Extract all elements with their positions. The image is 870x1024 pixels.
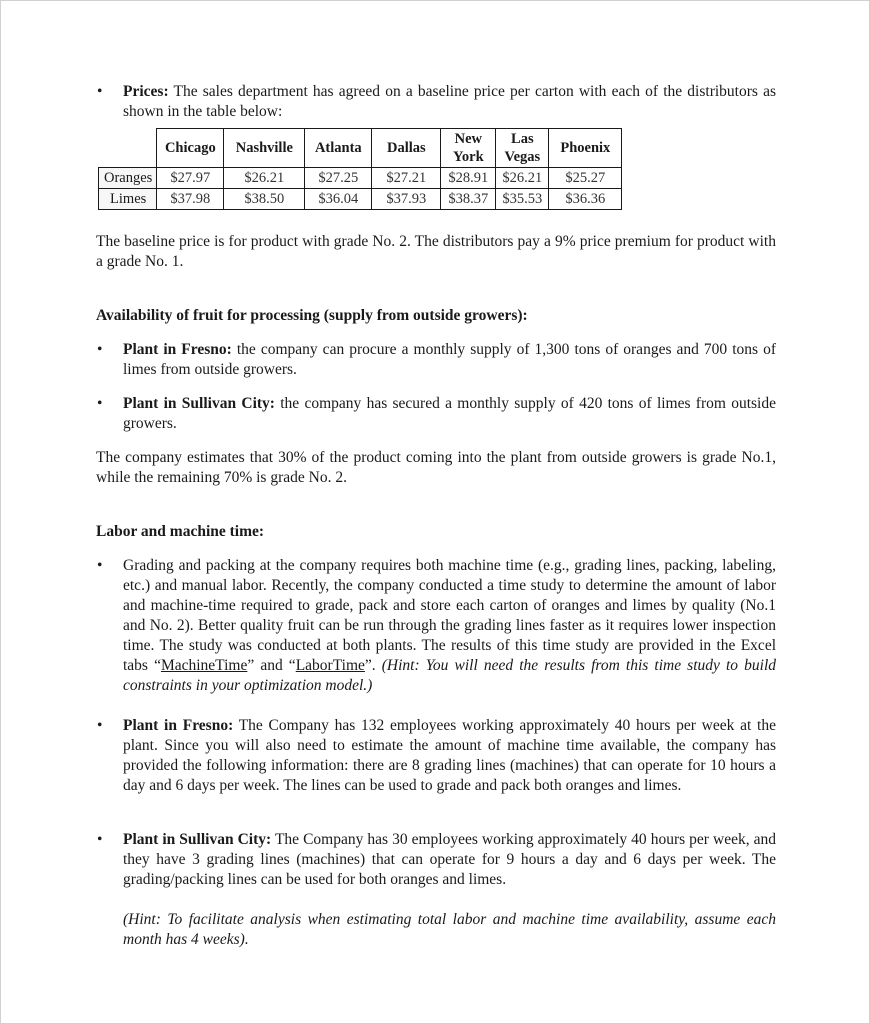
labor-sullivan-text: The Company has 30 employees working approximately 40 hours per week, and they have 3 grading lines (machines) that can operate for 9 hours a day and 6 days per week. The grading/packing lines can be used for both oranges and limes. — [123, 831, 776, 888]
grading-hint: (Hint: You will need the results from this time study to build constraints in your optimization model.) — [123, 657, 777, 694]
prices-label: Prices: — [123, 83, 169, 100]
document-body — [96, 80, 776, 950]
price-table-header-row — [99, 129, 622, 168]
table-row — [99, 189, 622, 210]
fresno-label: Plant in Fresno: — [123, 341, 232, 358]
baseline-note: The baseline price is for product with grade No. 2. The distributors pay a 9% price premium for product with a grade No. 1. — [96, 233, 776, 270]
grading-text-end: ”. — [364, 657, 382, 674]
table-cell: $38.50 — [224, 189, 305, 210]
col-chicago: Chicago — [157, 129, 224, 168]
table-cell: $35.53 — [496, 189, 549, 210]
table-cell: $27.97 — [157, 168, 224, 189]
bullet-dot: • — [97, 83, 103, 100]
labor-sullivan-label: Plant in Sullivan City: — [123, 831, 272, 848]
table-cell: $37.98 — [157, 189, 224, 210]
fresno-supply-text: the company can procure a monthly supply of 1,300 tons of oranges and 700 tons of limes from outside growers. — [123, 341, 776, 378]
availability-heading: Availability of fruit for processing (supply from outside growers): — [96, 307, 528, 324]
availability-fresno-bullet — [96, 340, 776, 380]
col-new-york: New York — [441, 129, 496, 168]
bullet-dot: • — [97, 557, 103, 574]
col-dallas: Dallas — [372, 129, 441, 168]
row-label-oranges: Oranges — [99, 168, 157, 189]
bullet-dot: • — [97, 831, 103, 848]
table-cell: $38.37 — [441, 189, 496, 210]
final-hint-block — [96, 910, 776, 950]
table-cell: $27.21 — [372, 168, 441, 189]
machine-time-tab-ref: MachineTime — [160, 657, 248, 674]
grading-text: Grading and packing at the company requires both machine time (e.g., grading lines, packing, labeling, etc.) and manual labor. Recently, the company conducted a time study to determine the amount of labor and machine-time required to grade, pack and store each carton of oranges and limes by quality (No.1 and No. 2). Better quality fruit can be run through the grading lines faster as it requires lower inspection time. The study was conducted at both plants. The results of this time study are provided in the Excel tabs “ — [123, 557, 776, 674]
table-cell: $36.04 — [305, 189, 372, 210]
grade-estimate: The company estimates that 30% of the product coming into the plant from outside growers is grade No.1, while the remaining 70% is grade No. 2. — [96, 449, 776, 486]
table-row — [99, 168, 622, 189]
price-table-corner — [99, 129, 157, 168]
col-las-vegas: Las Vegas — [496, 129, 549, 168]
labor-fresno-label: Plant in Fresno: — [123, 717, 234, 734]
labor-fresno-text: The Company has 132 employees working approximately 40 hours per week at the plant. Since you will also need to estimate the amount of machine time available, the company has provided the following information: there are 8 grading lines (machines) that can operate for 10 hours a day and 6 days per week. The lines can be used to grade and pack both oranges and limes. — [123, 717, 776, 794]
grading-text-and: ” and “ — [247, 657, 296, 674]
table-cell: $28.91 — [441, 168, 496, 189]
row-label-limes: Limes — [99, 189, 157, 210]
bullet-dot: • — [97, 717, 103, 734]
table-cell: $26.21 — [496, 168, 549, 189]
labor-sullivan-bullet — [96, 830, 776, 890]
labor-fresno-bullet — [96, 716, 776, 796]
table-cell: $27.25 — [305, 168, 372, 189]
prices-bullet — [96, 82, 776, 122]
labor-heading: Labor and machine time: — [96, 523, 265, 540]
labor-grading-bullet — [96, 556, 776, 696]
col-atlanta: Atlanta — [305, 129, 372, 168]
sullivan-label: Plant in Sullivan City: — [123, 395, 275, 412]
bullet-dot: • — [97, 395, 103, 412]
table-cell: $26.21 — [224, 168, 305, 189]
table-cell: $36.36 — [549, 189, 622, 210]
availability-sullivan-bullet — [96, 394, 776, 434]
col-phoenix: Phoenix — [549, 129, 622, 168]
table-cell: $25.27 — [549, 168, 622, 189]
col-nashville: Nashville — [224, 129, 305, 168]
sullivan-supply-text: the company has secured a monthly supply of 420 tons of limes from outside growers. — [123, 395, 776, 432]
price-table — [98, 128, 622, 210]
prices-text: The sales department has agreed on a baseline price per carton with each of the distributors as shown in the table below: — [123, 83, 776, 120]
table-cell: $37.93 — [372, 189, 441, 210]
labor-time-tab-ref: LaborTime — [295, 657, 365, 674]
final-hint: (Hint: To facilitate analysis when estimating total labor and machine time availability, assume each month has 4 weeks). — [123, 911, 776, 948]
bullet-dot: • — [97, 341, 103, 358]
